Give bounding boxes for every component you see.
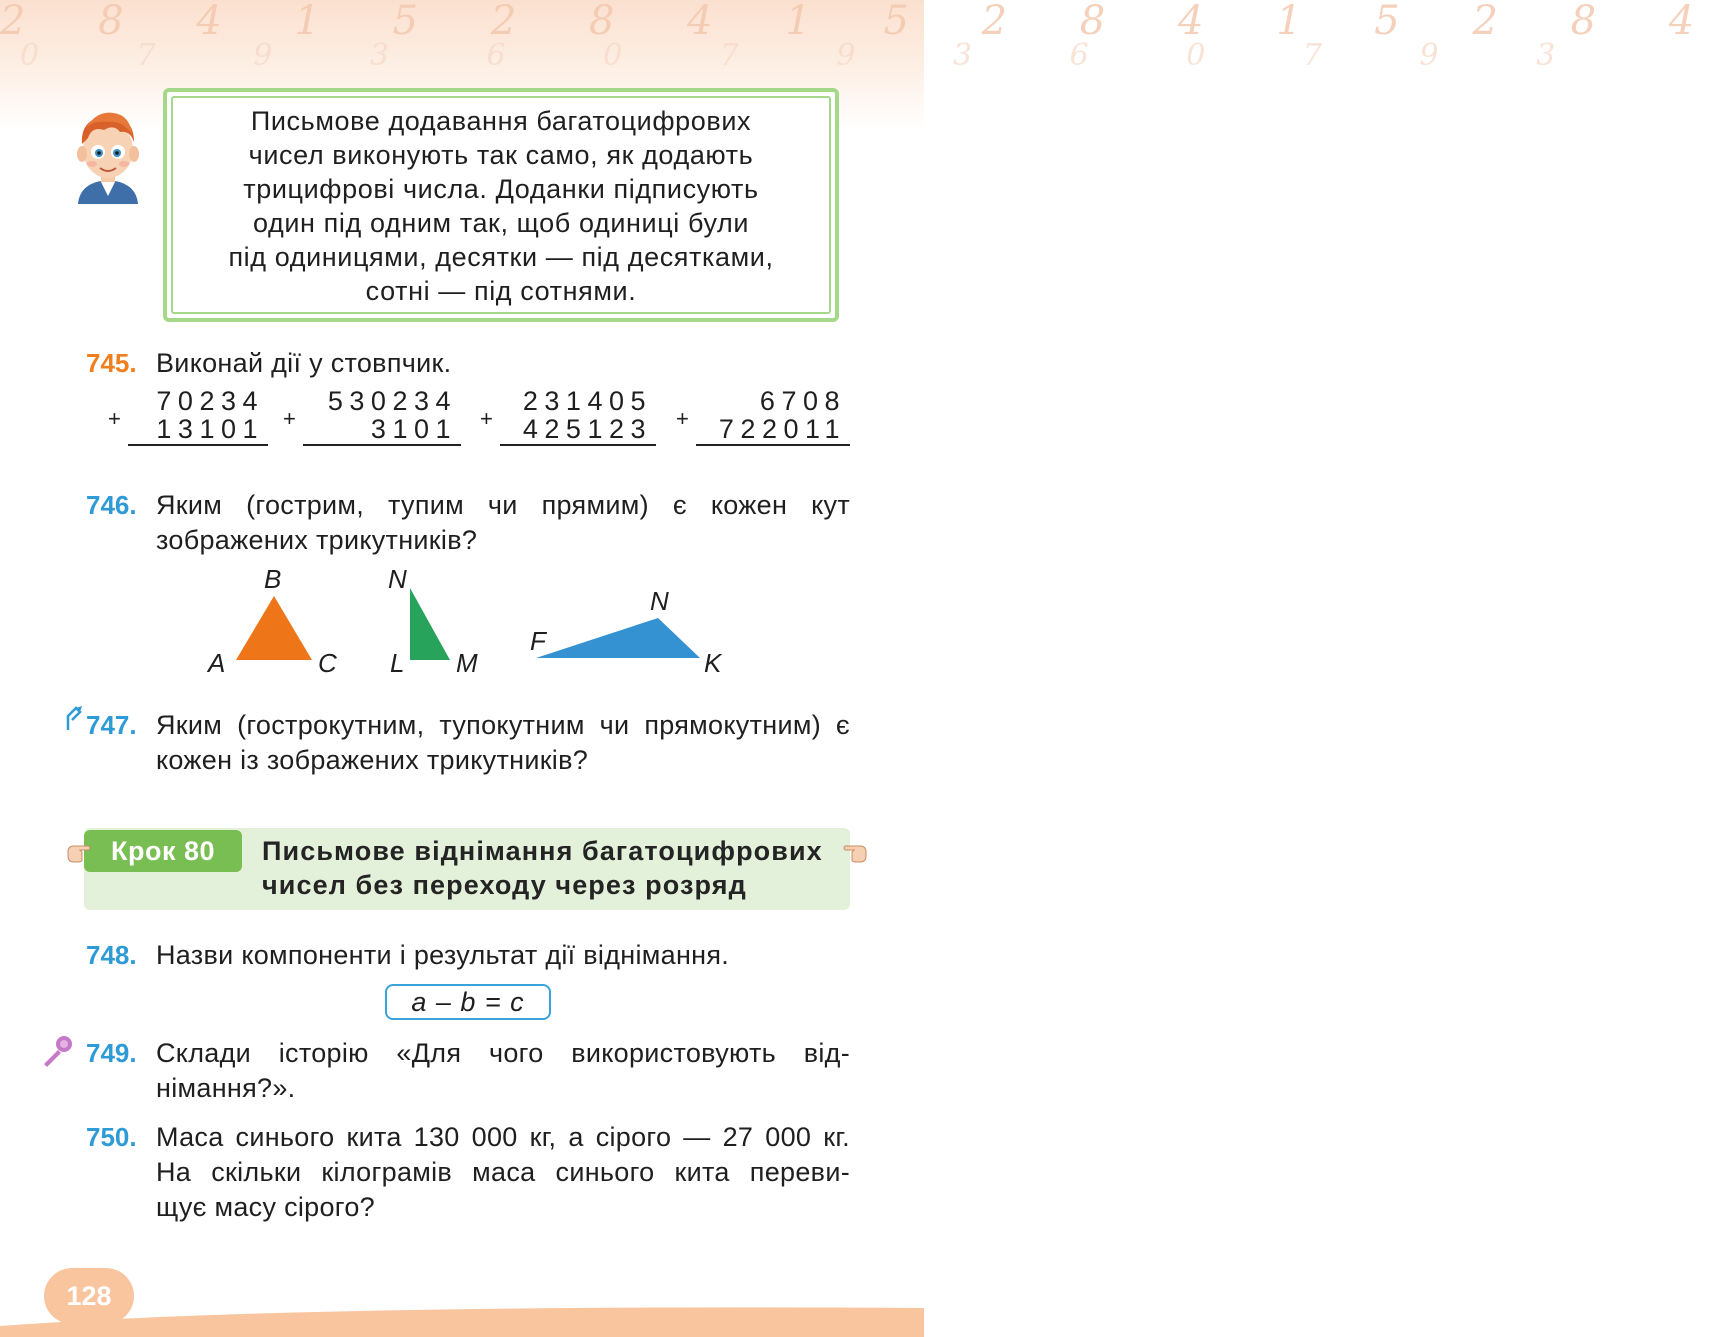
addend-top: 231405 [522, 386, 652, 416]
task-746-text: Яким (гострим, тупим чи прямим) є кожен кут зображених трикутників? [156, 490, 850, 555]
task-750-number: 750. [86, 1122, 137, 1152]
task-745-text: Виконай дії у стовпчик. [156, 348, 452, 378]
task-750-line: На скільки кілограмів маса синього кита переви- [156, 1157, 850, 1187]
rule-line: Письмове додавання багатоцифрових [250, 106, 752, 136]
task-748-number: 748. [86, 940, 137, 970]
rule-box [163, 88, 839, 322]
triangles-figure [200, 560, 740, 686]
addend-top: 70234 [156, 386, 264, 416]
task-750-text [156, 1120, 850, 1225]
task-747-text: Яким (гострокутним, тупокутним чи прямокутним) є кожен із зображених трикутників? [156, 710, 850, 775]
column-addition-4 [676, 384, 850, 448]
sum-line [303, 444, 461, 446]
decorative-digits: 2 8 4 1 5 2 8 4 1 5 2 8 4 1 5 2 8 4 [0, 0, 1724, 44]
step-title-line: чисел без переходу через розряд [262, 870, 747, 900]
rule-line: під одиницями, десятки — під десятками, [228, 242, 774, 272]
sum-line [500, 444, 656, 446]
addend-bottom: 722011 [718, 414, 846, 444]
rule-text [181, 104, 821, 308]
task-749-line: Склади історію «Для чого використовують від- [156, 1038, 850, 1068]
pointing-hand-right-icon [842, 838, 870, 866]
sum-line [696, 444, 850, 446]
footer-decoration [0, 1296, 924, 1337]
task-749-line: німання?». [156, 1073, 296, 1103]
boy-character-icon [68, 104, 148, 204]
vertex-label: F [530, 626, 546, 656]
column-addition-2 [283, 384, 461, 448]
step-badge: Крок 80 [84, 830, 242, 872]
vertex-label: C [318, 648, 337, 678]
pencil-marker-icon [62, 706, 84, 732]
task-749-text [156, 1036, 850, 1106]
step-title-line: Письмове віднімання багатоцифрових [262, 836, 823, 866]
task-750-line: щує масу сірого? [156, 1192, 375, 1222]
microphone-icon [40, 1034, 74, 1068]
vertex-label: L [390, 648, 405, 678]
vertex-label: N [650, 586, 669, 616]
vertex-label: B [264, 564, 282, 594]
plus-sign: + [480, 406, 493, 431]
rule-line: один під одним так, щоб одиниці були [253, 208, 749, 238]
triangle-abc [236, 596, 312, 660]
vertex-label: A [208, 648, 226, 678]
plus-sign: + [676, 406, 689, 431]
rule-line: чисел виконують так само, як додають [248, 140, 754, 170]
rule-line: трицифрові числа. Доданки підписують [243, 174, 759, 204]
task-749-number: 749. [86, 1038, 137, 1068]
triangle-fnk [536, 618, 700, 658]
task-746-number: 746. [86, 490, 137, 520]
vertex-label: M [456, 648, 478, 678]
task-747-number: 747. [86, 710, 137, 740]
column-addition-1 [108, 384, 268, 448]
addend-bottom: 3101 [370, 414, 457, 444]
task-745-number: 745. [86, 348, 137, 378]
triangle-lnm [410, 588, 450, 660]
decorative-digits-faint: 0 7 9 3 6 0 7 9 3 6 0 7 9 3 [20, 38, 1600, 73]
task-750-line: Маса синього кита 130 000 кг, а сірого — 27 000 кг. [156, 1122, 850, 1152]
task-748-text: Назви компоненти і результат дії віднімання. [156, 940, 730, 970]
vertex-label: N [388, 564, 407, 594]
lesson-step-header [84, 828, 850, 910]
pointing-hand-left-icon [64, 838, 92, 866]
subtraction-formula: a – b = c [385, 984, 551, 1020]
addend-top: 530234 [327, 386, 457, 416]
column-addition-3 [480, 384, 656, 448]
addend-top: 6708 [759, 386, 846, 416]
addend-bottom: 13101 [156, 414, 264, 444]
page-number: 128 [44, 1268, 134, 1324]
addend-bottom: 425123 [522, 414, 652, 444]
vertex-label: K [704, 648, 722, 678]
step-title [262, 834, 842, 902]
plus-sign: + [283, 406, 296, 431]
plus-sign: + [108, 406, 121, 431]
sum-line [128, 444, 268, 446]
rule-line: сотні — під сотнями. [365, 276, 637, 306]
